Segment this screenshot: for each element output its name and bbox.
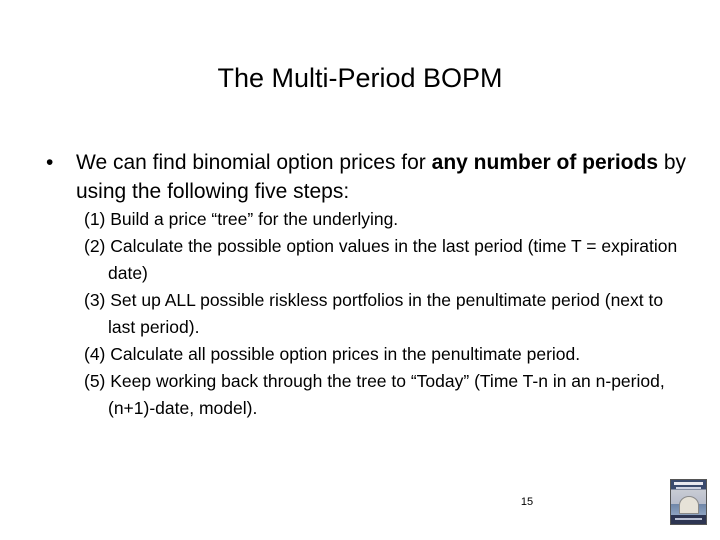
slide-title: The Multi-Period BOPM [217,63,503,93]
main-bullet [46,148,716,206]
book-cover-icon [670,479,707,525]
page-number: 15 [520,496,534,508]
cover-band [674,482,703,485]
step-item-2: (2) Calculate the possible option values in the last period (time T = expiration date) [84,236,678,283]
bullet-text-before: We can find binomial option prices for [76,151,432,174]
step-item-3: (3) Set up ALL possible riskless portfolios in the penultimate period (next to last period). [84,290,664,337]
bullet-text-after: by using the following five steps: [76,151,687,203]
step-item-1: (1) Build a price “tree” for the underlying. [84,209,399,229]
step-item-4: (4) Calculate all possible option prices in the penultimate period. [84,344,581,364]
cover-illustration [679,496,699,514]
bullet-mark: • [46,151,54,174]
cover-footer-band [675,518,702,520]
bullet-bold-phrase: any number of periods [431,151,659,174]
step-item-5: (5) Keep working back through the tree to “Today” (Time T-n in an n-period, (n+1)-date, model). [84,371,665,418]
steps-list [84,206,694,422]
cover-band-secondary [676,487,701,489]
